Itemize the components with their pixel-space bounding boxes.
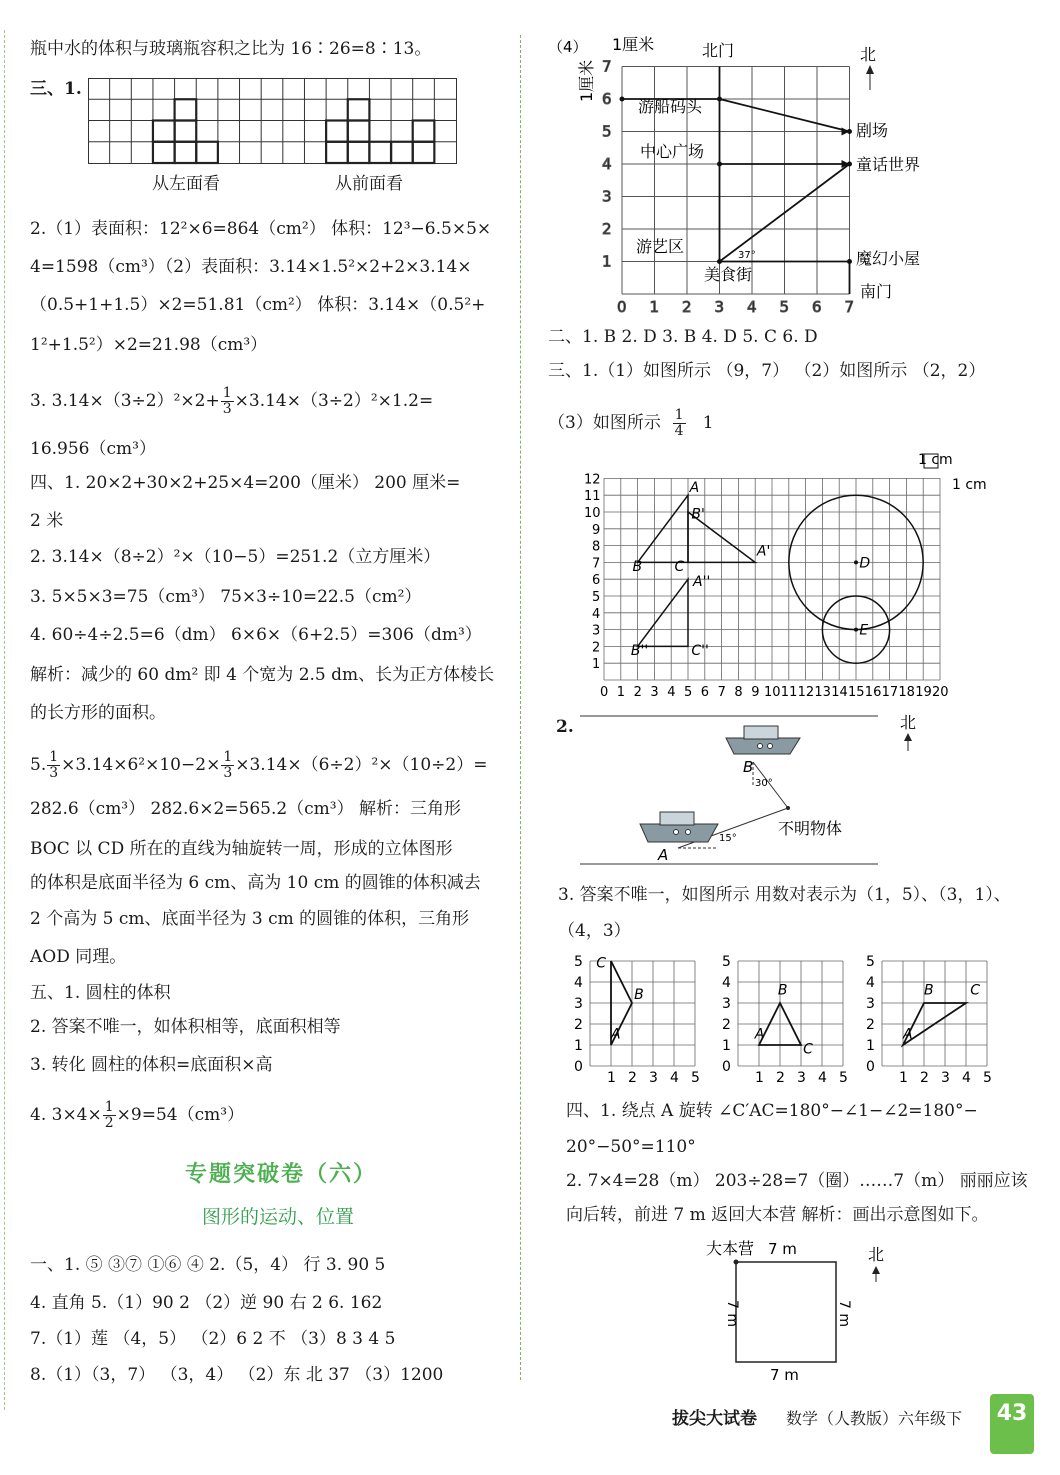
grid-x-tick: 18 [898,685,915,700]
camp-point [734,1260,739,1265]
text-part: 5. [30,755,47,775]
text-line [548,408,714,439]
vertex-label: A [903,1026,913,1043]
grid-x-tick: 5 [839,1070,848,1086]
map-x-tick: 2 [682,298,692,316]
grid-x-tick: 4 [667,685,676,700]
view-cell [326,142,348,163]
grid-y-tick: 5 [574,954,583,970]
text-part: ×3.14×（3÷2）²×1.2= [234,391,434,411]
point-e [854,628,858,632]
text-line: 20°−50°=110° [566,1137,696,1157]
triangle-grids [560,948,1030,1088]
point-label: C'' [691,642,709,659]
map-x-tick: 6 [812,298,822,316]
text-line: 3. 转化 圆柱的体积=底面积×高 [30,1055,273,1075]
grid-y-tick: 4 [722,975,731,991]
denominator: 3 [49,765,59,781]
map-y-tick: 7 [602,57,612,76]
grid-x-tick: 1 [899,1070,908,1086]
grid-y-tick: 5 [592,590,601,605]
vertex-label: B [924,982,934,999]
grid-y-tick: 2 [722,1017,731,1033]
map-place-label: 剧场 [856,121,889,140]
grid-y-tick: 9 [592,522,601,538]
text-line: 7.（1）莲 （4，5） （2）6 2 不 （3）8 3 4 5 [30,1329,396,1349]
grid-y-tick: 11 [584,489,601,505]
grid-x-tick: 10 [764,685,781,700]
grid-x-tick: 3 [649,1070,658,1086]
text-part: ×9=54（cm³） [116,1105,245,1125]
grid-x-tick: 5 [691,1070,700,1086]
grid-y-tick: 3 [592,623,601,639]
grid-x-tick: 3 [650,685,659,700]
view-cell [175,99,197,120]
grid-x-tick: 6 [700,685,710,700]
grid-x-tick: 7 [717,685,726,700]
page-number: 43 [990,1394,1034,1454]
text-line: 2. 答案不唯一，如体积相等，底面积相等 [30,1017,341,1037]
grid-x-tick: 1 [755,1070,764,1086]
vertex-label: A [754,1026,765,1043]
camp-label: 大本营 [706,1239,755,1258]
vertex-label: B [634,986,644,1003]
map-place-label: 南门 [860,282,893,301]
map-north: 北 [860,45,877,64]
text-part: 4. 3×4× [30,1105,102,1125]
text-part: 3. 3.14×（3÷2）²×2+ [30,391,220,411]
grid-x-tick: 5 [684,685,693,700]
grid-y-tick: 2 [574,1017,583,1033]
grid-y-tick: 3 [866,996,875,1012]
map-y-tick: 5 [602,122,612,141]
map-x-tick: 7 [844,298,855,316]
text-line [30,386,433,417]
text-line: 2.（1）表面积：12²×6=864（cm²） 体积：12³−6.5×5× [30,219,492,239]
section-subtitle: 图形的运动、位置 [202,1206,355,1228]
grid-y-tick: 7 [592,556,601,572]
grid-x-tick: 2 [776,1070,785,1086]
grid-y-tick: 12 [584,472,601,488]
text-line: 3. 5×5×3=75（cm³） 75×3÷10=22.5（cm²） [30,587,422,607]
point-label: E [859,622,869,639]
map-place-label: 游船码头 [638,97,703,116]
text-line: 4. 直角 5.（1）90 2 （2）逆 90 右 2 6. 162 [30,1293,383,1313]
text-line: 的体积是底面半径为 6 cm、高为 10 cm 的圆锥的体积减去 [30,873,481,893]
vertex-label: C [970,982,980,999]
grid-x-tick: 14 [831,685,848,700]
map-point [847,129,852,134]
grid-scale-x: 1 cm [918,452,953,468]
grid-x-tick: 2 [920,1070,929,1086]
ship-diagram [578,706,968,871]
text-line: 8.（1）（3，7） （3，4） （2）东 北 37 （3）1200 [30,1365,444,1385]
grid-y-tick: 0 [574,1059,583,1075]
fraction [221,750,234,781]
grid-y-tick: 1 [574,1038,583,1054]
ship-a-label: A [658,846,669,864]
north-label: 北 [900,713,917,732]
numerator: 1 [223,749,233,765]
view-cell [391,142,413,163]
grid-y-tick: 2 [592,640,601,656]
park-map [548,30,968,320]
grid-x-tick: 13 [814,685,831,700]
grid-scale-y: 1 cm [952,477,987,493]
grid-y-tick: 0 [722,1059,731,1075]
text-line: 五、1. 圆柱的体积 [30,983,171,1003]
map-angle: 37° [738,250,756,261]
map-point [717,162,722,167]
grid-y-tick: 10 [584,506,601,521]
section-title: 专题突破卷（六） [185,1162,378,1187]
text-line: 2. 3.14×（8÷2）²×（10−5）=251.2（立方厘米） [30,547,441,567]
fraction [673,408,686,439]
text-line: 2. [556,717,574,737]
north-arrow-head-icon [872,1266,880,1274]
view-left-label: 从左面看 [152,174,220,194]
point-label: C [674,558,685,575]
north-arrow-head-icon [904,733,912,741]
text-line: 2 米 [30,511,64,531]
point-label: D [859,555,871,572]
grid-x-tick: 1 [616,685,626,700]
grid-y-tick: 0 [866,1059,875,1075]
point-label: B [632,558,643,575]
text-line: 四、1. 绕点 A 旋转 ∠C′AC=180°−∠1−∠2=180°− [566,1101,978,1121]
grid-y-tick: 8 [592,539,601,555]
view-cell [348,121,370,142]
view-cell [175,142,197,163]
grid-y-tick: 1 [866,1038,875,1054]
grid-x-tick: 2 [633,685,642,700]
grid-x-tick: 19 [915,685,932,700]
text-line: （4，3） [558,921,631,941]
binding-line [4,30,5,1410]
map-y-tick: 2 [602,220,612,238]
text-line: 3. 答案不唯一，如图所示 用数对表示为（1，5）、（3，1）、 [558,885,1011,905]
vertex-label: C [803,1041,813,1058]
side-bottom-label: 7 m [770,1366,799,1384]
grid-x-tick: 4 [670,1070,679,1086]
ship-a-icon [640,812,718,842]
denominator: 3 [223,765,233,781]
text-line [30,1100,244,1131]
side-right-label: 7 m [836,1300,852,1327]
grid-y-tick: 5 [722,954,731,970]
fraction [47,750,60,781]
grid-x-tick: 4 [962,1070,971,1086]
text-line: 2 个高为 5 cm、底面半径为 3 cm 的圆锥的体积，三角形 [30,909,470,929]
point-label: A' [756,543,771,560]
grid-x-tick: 15 [848,685,865,700]
footer-subject: 数学（人教版）六年级下 [786,1409,963,1428]
denominator: 2 [104,1115,114,1131]
text-line: 的长方形的面积。 [30,703,166,723]
text-line: 4=1598（cm³）（2）表面积：3.14×1.5²×2+2×3.14× [30,257,472,277]
fraction [221,386,234,417]
grid-x-tick: 3 [797,1070,806,1086]
north-arrow-head-icon [866,65,874,74]
map-point [620,97,625,102]
text-line: AOD 同理。 [30,947,127,967]
text-line: 282.6（cm³） 282.6×2=565.2（cm³） 解析：三角形 [30,799,462,819]
numerator: 1 [674,407,684,423]
point-label: A'' [693,573,711,590]
section-label: 三、1. [30,79,82,99]
grid-y-tick: 4 [592,606,601,622]
text-line: 二、1. B 2. D 3. B 4. D 5. C 6. D [548,327,818,347]
view-front-label: 从前面看 [335,174,403,194]
grid-x-tick: 4 [818,1070,827,1086]
map-y-tick: 1 [602,252,612,271]
transform-grid [568,448,1008,703]
text-line: 三、1.（1）如图所示 （9，7） （2）如图所示 （2，2） [548,361,986,381]
text-line: 1²+1.5²）×2=21.98（cm³） [30,335,268,355]
text-part: （3）如图所示 [548,413,661,433]
map-y-tick: 3 [602,187,612,206]
point-label: B' [691,506,705,523]
grid-x-tick: 16 [864,685,882,700]
ship-a-angle: 15° [719,833,737,844]
vertex-label: C [596,955,607,972]
map-north-gate: 北门 [702,41,735,60]
text-line: （0.5+1+1.5）×2=51.81（cm²） 体积：3.14×（0.5²+ [30,295,486,315]
text-line: 解析：减少的 60 dm² 即 4 个宽为 2.5 dm、长为正方体棱长 [30,665,495,685]
map-point [717,97,722,102]
map-place-label: 童话世界 [856,155,921,174]
view-cell [348,99,370,120]
side-top-label: 7 m [768,1240,797,1258]
side-left-label: 7 m [724,1300,740,1327]
map-label: （4） [548,38,588,56]
view-cell [153,121,175,142]
map-point [847,259,852,264]
view-cell [153,142,175,163]
grid-y-tick: 3 [722,996,731,1012]
map-scale-y: 1厘米 [577,59,596,102]
vertex-label: B [777,982,788,999]
text-line [30,750,487,781]
denominator: 4 [674,423,684,439]
map-place-label: 中心广场 [640,142,705,161]
grid-x-tick: 11 [780,685,798,700]
grid-y-tick: 4 [866,975,875,991]
map-x-tick: 3 [714,298,725,316]
map-place-label: 美食街 [704,265,753,284]
grid-x-tick: 20 [932,685,949,700]
route-square [736,1262,836,1362]
grid-y-tick: 2 [866,1017,875,1033]
map-point [847,162,852,167]
grid-y-tick: 3 [574,996,583,1012]
map-scale-x: 1厘米 [612,35,655,54]
vertex-label: A [611,1026,621,1043]
grid-x-tick: 17 [881,685,899,700]
text-line: 16.956（cm³） [30,439,156,459]
point-label: B'' [630,642,649,659]
text-line: 2. 7×4=28（m） 203÷28=7（圈）……7（m） 丽丽应该 [566,1171,1028,1191]
ship-b-angle: 30° [755,778,773,789]
grid-y-tick: 5 [866,954,875,970]
view-cell [413,142,435,163]
text-part: 1 [702,413,714,433]
map-x-tick: 0 [617,298,627,316]
route-diagram [698,1236,898,1386]
view-grids [88,78,458,168]
map-x-tick: 4 [747,298,757,316]
grid-y-tick: 1 [592,657,601,673]
footer-brand: 拔尖大试卷 [672,1409,757,1429]
map-y-tick: 6 [602,90,612,108]
view-cell [348,142,370,163]
text-line: BOC 以 CD 所在的直线为轴旋转一周，形成的立体图形 [30,839,453,859]
text-line: 4. 60÷4÷2.5=6（dm） 6×6×（6+2.5）=306（dm³） [30,625,482,645]
view-cell [369,142,391,163]
text-line: 一、1. ⑤ ③⑦ ①⑥ ④ 2.（5，4） 行 3. 90 5 [30,1255,386,1275]
view-cell [326,121,348,142]
text-part: ×3.14×6²×10−2× [61,755,221,775]
denominator: 3 [222,401,232,417]
point-d [854,560,858,564]
map-y-tick: 4 [602,155,612,173]
grid-x-tick: 9 [751,685,760,700]
column-divider [520,35,521,1380]
numerator: 1 [49,749,59,765]
grid-x-tick: 1 [607,1070,616,1086]
numerator: 1 [222,385,232,401]
grid-x-tick: 5 [983,1070,992,1086]
grid-x-tick: 12 [797,685,815,700]
grid-y-tick: 6 [592,573,601,589]
view-cell [196,142,218,163]
grid-x-tick: 3 [941,1070,950,1086]
grid-y-tick: 1 [722,1038,731,1054]
map-x-tick: 5 [779,298,790,316]
text-part: ×3.14×（6÷2）²×（10÷2）= [235,755,488,775]
ship-b-label: B [743,758,754,776]
grid-x-tick: 8 [734,685,743,700]
ship-b-icon [726,726,800,754]
view-cell [175,121,197,142]
map-x-tick: 1 [649,298,660,316]
point-label: A [689,479,700,496]
map-place-label: 魔幻小屋 [856,249,921,268]
grid-x-tick: 0 [600,685,609,700]
view-cell [413,121,435,142]
grid-y-tick: 4 [574,975,583,991]
fraction [103,1100,116,1131]
grid-x-tick: 2 [628,1070,637,1086]
numerator: 1 [104,1099,114,1115]
unknown-object-label: 不明物体 [778,819,843,838]
text-line: 四、1. 20×2+30×2+25×4=200（厘米） 200 厘米= [30,473,461,493]
map-point [717,259,722,264]
text-line: 瓶中水的体积与玻璃瓶容积之比为 16∶26=8∶13。 [30,39,432,59]
map-place-label: 游艺区 [636,237,685,256]
north-label: 北 [868,1245,885,1264]
text-line: 向后转，前进 7 m 返回大本营 解析：画出示意图如下。 [566,1205,989,1225]
